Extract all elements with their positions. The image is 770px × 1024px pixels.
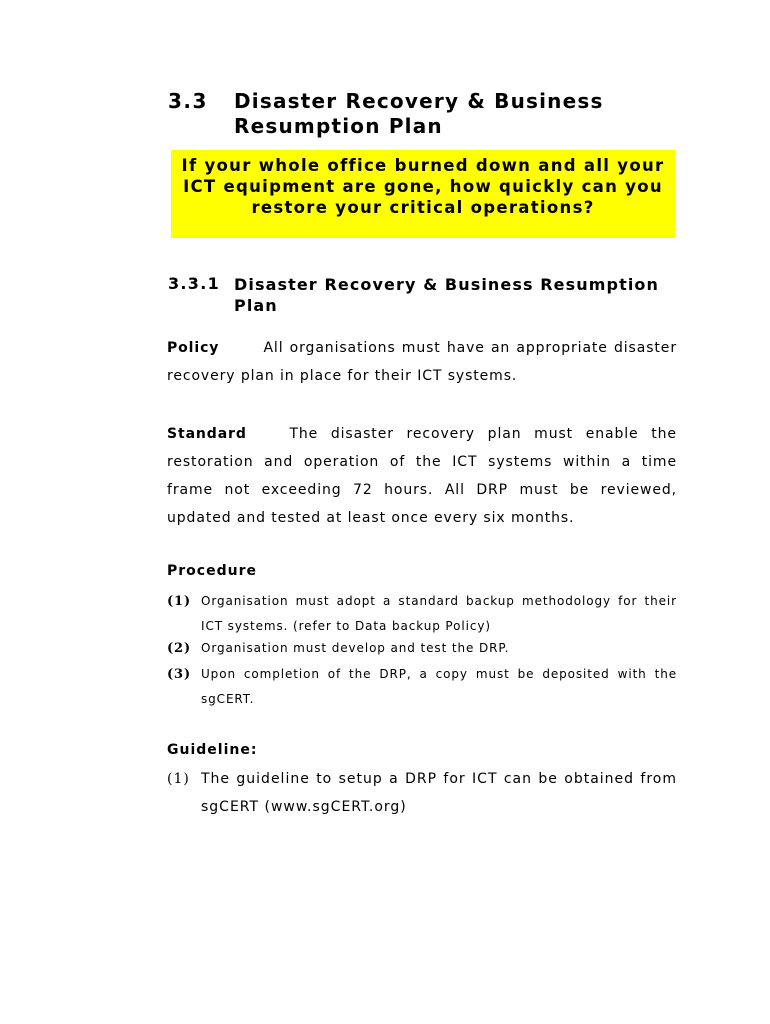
policy-word: organisations bbox=[289, 340, 396, 356]
procedure-item-number: (1) bbox=[167, 594, 192, 609]
guideline-item-text: The guideline to setup a DRP for ICT can be obtained from sgCERT (www.sgCERT.org) bbox=[201, 771, 677, 815]
highlight-callout bbox=[171, 150, 675, 238]
policy-word: appropriate bbox=[516, 340, 608, 356]
guideline-item bbox=[167, 765, 677, 821]
guideline-item-number: (1) bbox=[167, 771, 190, 787]
policy-paragraph bbox=[167, 334, 677, 390]
standard-label: Standard bbox=[167, 426, 247, 442]
callout-line-2: ICT equipment are gone, how quickly can you bbox=[183, 177, 663, 196]
policy-word: an bbox=[490, 340, 511, 356]
procedure-item bbox=[167, 636, 677, 661]
standard-word: disaster bbox=[330, 426, 394, 442]
procedure-item-number: (3) bbox=[167, 667, 192, 682]
section-title: Disaster Recovery & Business Resumption Plan bbox=[234, 89, 604, 138]
standard-body: restoration and operation of the ICT systems within a time frame not exceeding 72 hours. All DRP must be reviewed, updated and tested at least once every six months. bbox=[167, 454, 677, 526]
callout-line-3: restore your critical operations? bbox=[251, 198, 595, 217]
standard-first-line bbox=[167, 420, 677, 448]
procedure-item bbox=[167, 589, 677, 639]
procedure-item-text: Organisation must develop and test the DRP. bbox=[201, 641, 510, 655]
policy-word: disaster bbox=[613, 340, 677, 356]
policy-word: have bbox=[446, 340, 485, 356]
standard-word: must bbox=[534, 426, 574, 442]
guideline-title: Guideline: bbox=[167, 742, 258, 758]
standard-word: enable bbox=[585, 426, 639, 442]
subsection-title: Disaster Recovery & Business Resumption Plan bbox=[234, 275, 659, 315]
standard-word: recovery bbox=[406, 426, 475, 442]
policy-word: must bbox=[401, 340, 441, 356]
callout-line-1: If your whole office burned down and all your bbox=[181, 156, 665, 175]
procedure-title: Procedure bbox=[167, 563, 257, 579]
procedure-item-text: Organisation must adopt a standard backup methodology for their ICT systems. (refer to Data backup Policy) bbox=[201, 594, 677, 633]
standard-paragraph bbox=[167, 420, 677, 532]
procedure-item-text: Upon completion of the DRP, a copy must be deposited with the sgCERT. bbox=[201, 667, 677, 706]
section-number: 3.3 bbox=[168, 89, 208, 113]
procedure-item bbox=[167, 662, 677, 712]
standard-word: plan bbox=[487, 426, 522, 442]
standard-word: the bbox=[651, 426, 677, 442]
policy-word: All bbox=[263, 340, 284, 356]
subsection-number: 3.3.1 bbox=[168, 274, 221, 293]
policy-first-line bbox=[167, 334, 677, 362]
standard-word: The bbox=[289, 426, 319, 442]
policy-label: Policy bbox=[167, 340, 220, 356]
policy-second-line: recovery plan in place for their ICT systems. bbox=[167, 368, 518, 384]
procedure-item-number: (2) bbox=[167, 641, 192, 656]
